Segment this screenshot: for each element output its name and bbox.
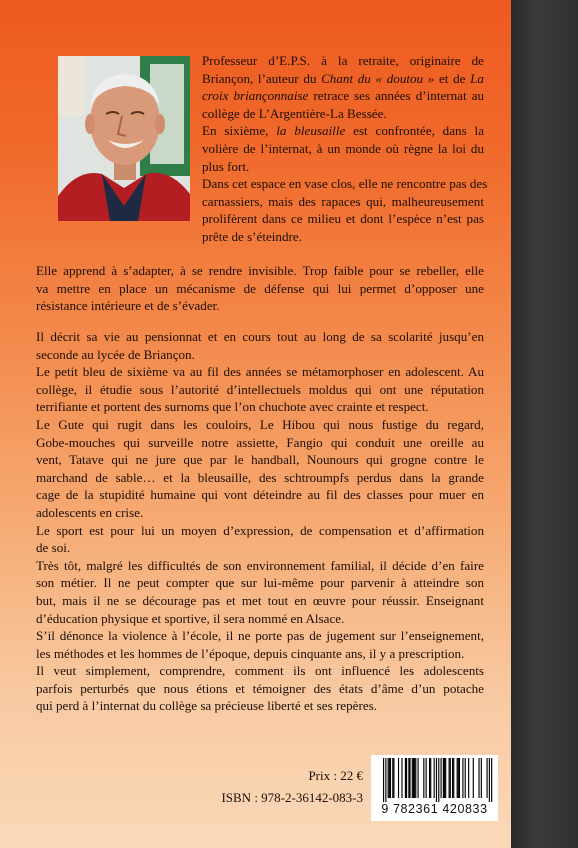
barcode-bar: [426, 758, 427, 798]
barcode-bar: [388, 758, 389, 798]
barcode-bar: [423, 758, 424, 798]
barcode-bar: [412, 758, 413, 798]
text-line: croix briançonnaise retrace ses années d’internat au: [202, 88, 485, 104]
barcode-bar: [481, 758, 482, 798]
author-portrait-icon: [58, 56, 190, 221]
barcode-bar: [491, 758, 492, 802]
barcode-bar: [458, 758, 459, 798]
text-line: seconde au lycée de Briançon.: [36, 346, 195, 362]
barcode-bar: [414, 758, 415, 798]
barcode-bar: [468, 758, 469, 798]
text-line: résistance intérieure et de s’évader.: [36, 298, 220, 314]
text-line: Le sport est pour lui un moyen d’expression, de compensation et d’affirmation: [36, 522, 484, 538]
text-line: Il veut simplement, comprendre, comment ils ont influencé les adolescents: [36, 663, 484, 679]
text-line: va mettre en place un mécanisme de défense qui lui permet d’opposer une: [36, 280, 484, 296]
barcode-bar: [438, 758, 439, 802]
barcode-bar: [473, 758, 474, 798]
text-line: Professeur d’E.P.S. à la retraite, originaire de: [202, 53, 484, 68]
barcode-bar: [383, 758, 384, 802]
barcode-bar: [465, 758, 466, 798]
text-line: vent, Tatave qui ne jure que par le handball, Nounours qui grogne contre le: [36, 452, 484, 468]
barcode-bar: [415, 758, 416, 798]
text-line: qui perd à l’internat du collège sa précieuse liberté et ses repères.: [36, 698, 378, 714]
barcode-bar: [450, 758, 451, 798]
barcode-bar: [462, 758, 463, 798]
barcode-bar: [434, 758, 435, 798]
author-blurb-paragraph: [202, 52, 488, 246]
text-line: Le petit bleu de sixième va au fil des années se métamorphoser en adolescent. Au: [36, 364, 484, 380]
barcode-bar: [408, 758, 409, 798]
barcode-bar: [453, 758, 454, 798]
barcode-bar: [478, 758, 479, 798]
barcode-bar: [441, 758, 442, 798]
barcode-bar: [390, 758, 391, 798]
barcode-bar: [429, 758, 430, 798]
text-line: volière de l’internat, à un monde où règne la loi du: [202, 140, 484, 156]
barcode-bar: [393, 758, 394, 798]
barcode-number: 9 782361 420833: [381, 802, 488, 816]
text-line: prête de s’éteindre.: [202, 228, 302, 244]
barcode-bar: [418, 758, 419, 798]
barcode-bar: [443, 758, 444, 798]
barcode-bar: [459, 758, 460, 798]
text-line: Elle apprend à s’adapter, à se rendre invisible. Trop faible pour se rebeller, elle: [36, 263, 484, 278]
text-line: cage de la stupidité humaine qui vont déteindre au fil des classes pour muer en: [36, 487, 484, 503]
blurb-paragraph-3: [36, 328, 484, 715]
text-line: Briançon, l’auteur du Chant du « doutou » et de La: [202, 70, 484, 86]
text-line: Le Gute qui rugit dans les couloirs, Le Hibou qui nous fustige du regard,: [36, 416, 484, 432]
text-line: but, mais il ne se décourage pas et met tout en œuvre pour réussir. Enseignant: [36, 592, 484, 608]
blurb-paragraph-2: [36, 262, 484, 315]
barcode-bar: [457, 758, 458, 798]
text-line: marchand de sable… et la bleusaille, des schtroumpfs perdus dans la grande: [36, 469, 484, 485]
text-line: Très tôt, malgré les difficultés de son environnement familial, il décide d’en faire: [36, 557, 484, 573]
text-line: carnassiers, mais des rapaces qui, malheureusement: [202, 193, 484, 209]
text-line: plus fort.: [202, 158, 250, 174]
barcode-bar: [392, 758, 393, 798]
barcode-bar: [445, 758, 446, 798]
barcode-icon: [375, 758, 494, 802]
barcode-bar: [449, 758, 450, 798]
text-line: Gobe-mouches qui surveille notre assiette, Fangio qui conduit une oreille au: [36, 434, 484, 450]
barcode-bar: [444, 758, 445, 798]
barcode-bar: [406, 758, 407, 798]
text-line: En sixième, la bleusaille est confrontée, dans la: [202, 123, 485, 139]
text-line: les méthodes et les hommes de l’époque, depuis cinquante ans, il y a prescription.: [36, 645, 465, 661]
barcode-bar: [430, 758, 431, 798]
text-line: adolescents en crise.: [36, 504, 144, 520]
barcode-bar: [385, 758, 386, 802]
text-line: S’il dénonce la violence à l’école, il ne porte pas de jugement sur l’enseignement,: [36, 628, 484, 644]
text-line: son métier. Il ne peut compter que sur lui-même pour parvenir à atteindre son: [36, 575, 484, 591]
barcode-bar: [489, 758, 490, 802]
barcode-bar: [401, 758, 402, 798]
text-line: parfois perturbés que nous étions et témoigner des états d’âme d’un potache: [36, 680, 484, 696]
book-spine: [511, 0, 578, 848]
text-line: collège de L’Argentière-La Bessée.: [202, 105, 387, 121]
barcode-bar: [405, 758, 406, 798]
barcode-bar: [409, 758, 410, 798]
barcode-bar: [436, 758, 437, 802]
barcode: [371, 755, 498, 821]
isbn-label: ISBN : 978-2-36142-083-3: [221, 790, 363, 805]
barcode-bar: [452, 758, 453, 798]
text-line: terrifiante et portent des surnoms que l’on chuchote avec crainte et respect.: [36, 399, 429, 415]
text-line: Dans cet espace en vase clos, elle ne rencontre pas des: [202, 176, 488, 192]
text-line: Il décrit sa vie au pensionnat et en cours tout au long de sa scolarité jusqu’en: [36, 329, 484, 344]
barcode-bar: [398, 758, 399, 798]
text-line: prolifèrent dans ce milieu et dont l’espèce n’est pas: [202, 211, 484, 227]
barcode-bar: [389, 758, 390, 798]
barcode-bar: [413, 758, 414, 798]
text-line: de soi.: [36, 540, 71, 556]
text-line: collège, il étudie sous l’autorité d’intellectuels moldus qui ont une réputation: [36, 381, 484, 397]
barcode-bar: [487, 758, 488, 798]
price-label: Prix : 22 €: [308, 768, 363, 783]
author-photo: [58, 56, 190, 221]
text-line: d’éducation physique et sportive, il sera nommé en Alsace.: [36, 610, 345, 626]
